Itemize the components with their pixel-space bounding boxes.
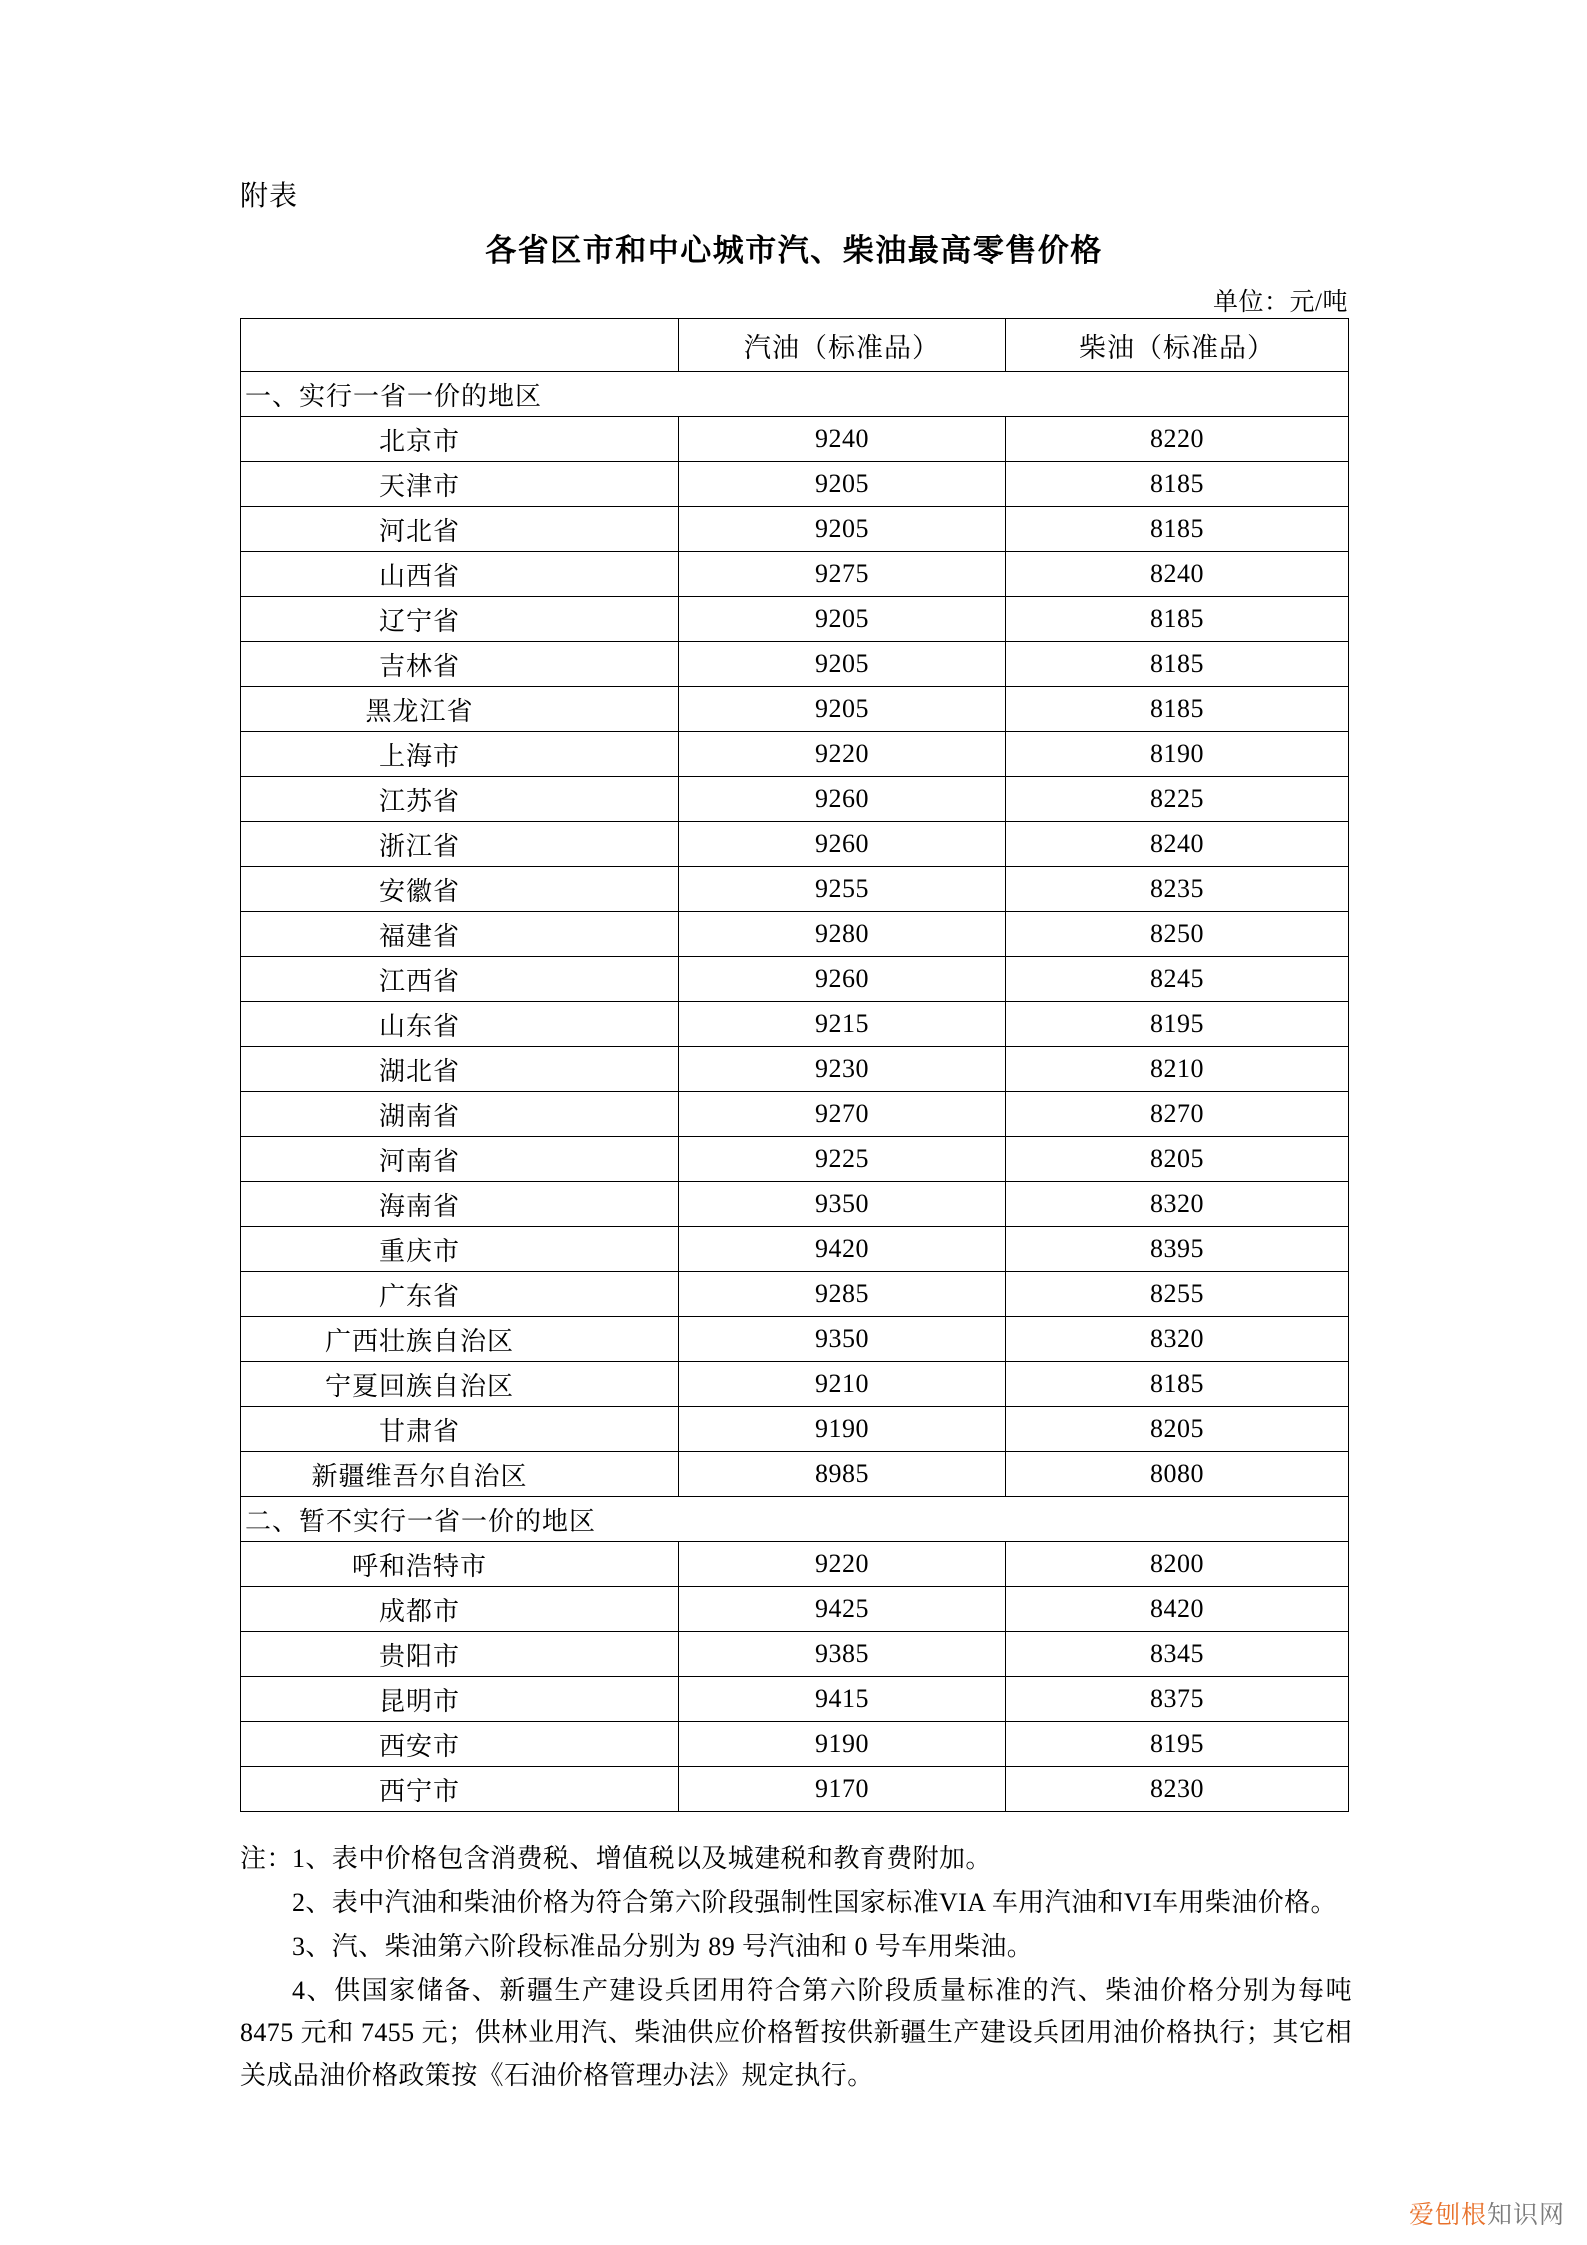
diesel-price-cell: 8185 [1006, 507, 1349, 552]
table-row [241, 552, 1349, 597]
diesel-price-cell: 8185 [1006, 1362, 1349, 1407]
diesel-price-cell: 8185 [1006, 597, 1349, 642]
gasoline-price-cell: 9240 [679, 417, 1006, 462]
table-row [241, 1002, 1349, 1047]
table-row [241, 1137, 1349, 1182]
table-row [241, 597, 1349, 642]
table-row [241, 462, 1349, 507]
price-table-body [241, 319, 1349, 1812]
diesel-price-cell: 8185 [1006, 642, 1349, 687]
table-row [241, 1092, 1349, 1137]
price-table-container [240, 318, 1348, 1812]
gasoline-price-cell: 9350 [679, 1182, 1006, 1227]
diesel-price-cell: 8195 [1006, 1002, 1349, 1047]
gasoline-price-cell: 8985 [679, 1452, 1006, 1497]
table-row [241, 1362, 1349, 1407]
table-header-row [241, 319, 1349, 372]
region-name-cell: 安徽省 [241, 867, 679, 912]
region-name-cell: 重庆市 [241, 1227, 679, 1272]
note-text: 1、表中价格包含消费税、增值税以及城建税和教育费附加。 [292, 1844, 992, 1873]
region-name-cell: 天津市 [241, 462, 679, 507]
gasoline-price-cell: 9420 [679, 1227, 1006, 1272]
region-name-cell: 福建省 [241, 912, 679, 957]
column-header-gasoline: 汽油（标准品） [679, 319, 1006, 372]
table-row [241, 777, 1349, 822]
gasoline-price-cell: 9215 [679, 1002, 1006, 1047]
note-item [240, 1970, 1352, 2096]
region-name-cell: 西安市 [241, 1722, 679, 1767]
watermark-brand: 爱刨根 [1408, 2201, 1487, 2229]
table-row [241, 867, 1349, 912]
gasoline-price-cell: 9190 [679, 1407, 1006, 1452]
note-item [240, 1926, 1352, 1968]
table-row [241, 1452, 1349, 1497]
region-name-cell: 广东省 [241, 1272, 679, 1317]
region-name-cell: 西宁市 [241, 1767, 679, 1812]
gasoline-price-cell: 9220 [679, 732, 1006, 777]
gasoline-price-cell: 9425 [679, 1587, 1006, 1632]
region-name-cell: 浙江省 [241, 822, 679, 867]
region-name-cell: 山东省 [241, 1002, 679, 1047]
region-name-cell: 新疆维吾尔自治区 [241, 1452, 679, 1497]
diesel-price-cell: 8185 [1006, 687, 1349, 732]
region-name-cell: 呼和浩特市 [241, 1542, 679, 1587]
table-row [241, 1047, 1349, 1092]
diesel-price-cell: 8200 [1006, 1542, 1349, 1587]
region-name-cell: 甘肃省 [241, 1407, 679, 1452]
note-text: 4、供国家储备、新疆生产建设兵团用符合第六阶段质量标准的汽、柴油价格分别为每吨 8475 元和 7455 元；供林业用汽、柴油供应价格暂按供新疆生产建设兵团用油价格执行；其它相关成品油价格政策按《石油价格管理办法》规定执行。 [240, 1976, 1352, 2090]
table-row [241, 1722, 1349, 1767]
table-section-row [241, 372, 1349, 417]
gasoline-price-cell: 9260 [679, 957, 1006, 1002]
region-name-cell: 江苏省 [241, 777, 679, 822]
diesel-price-cell: 8395 [1006, 1227, 1349, 1272]
gasoline-price-cell: 9170 [679, 1767, 1006, 1812]
diesel-price-cell: 8345 [1006, 1632, 1349, 1677]
diesel-price-cell: 8235 [1006, 867, 1349, 912]
diesel-price-cell: 8255 [1006, 1272, 1349, 1317]
region-name-cell: 海南省 [241, 1182, 679, 1227]
diesel-price-cell: 8225 [1006, 777, 1349, 822]
diesel-price-cell: 8240 [1006, 822, 1349, 867]
unit-note: 单位：元/吨 [1213, 289, 1348, 316]
diesel-price-cell: 8320 [1006, 1317, 1349, 1362]
region-name-cell: 河北省 [241, 507, 679, 552]
region-name-cell: 吉林省 [241, 642, 679, 687]
table-row [241, 732, 1349, 777]
note-text: 2、表中汽油和柴油价格为符合第六阶段强制性国家标准VIA 车用汽油和VI车用柴油价格。 [292, 1888, 1337, 1918]
diesel-price-cell: 8185 [1006, 462, 1349, 507]
gasoline-price-cell: 9385 [679, 1632, 1006, 1677]
gasoline-price-cell: 9285 [679, 1272, 1006, 1317]
gasoline-price-cell: 9205 [679, 462, 1006, 507]
gasoline-price-cell: 9205 [679, 642, 1006, 687]
table-row [241, 912, 1349, 957]
column-header-diesel: 柴油（标准品） [1006, 319, 1349, 372]
table-row [241, 1227, 1349, 1272]
region-name-cell: 江西省 [241, 957, 679, 1002]
diesel-price-cell: 8250 [1006, 912, 1349, 957]
gasoline-price-cell: 9210 [679, 1362, 1006, 1407]
region-name-cell: 上海市 [241, 732, 679, 777]
table-section-row [241, 1497, 1349, 1542]
diesel-price-cell: 8205 [1006, 1407, 1349, 1452]
table-row [241, 1407, 1349, 1452]
section-heading: 二、暂不实行一省一价的地区 [241, 1497, 1349, 1542]
diesel-price-cell: 8195 [1006, 1722, 1349, 1767]
diesel-price-cell: 8375 [1006, 1677, 1349, 1722]
watermark-suffix: 知识网 [1486, 2201, 1565, 2229]
diesel-price-cell: 8420 [1006, 1587, 1349, 1632]
diesel-price-cell: 8245 [1006, 957, 1349, 1002]
table-row [241, 417, 1349, 462]
region-name-cell: 昆明市 [241, 1677, 679, 1722]
region-name-cell: 山西省 [241, 552, 679, 597]
diesel-price-cell: 8190 [1006, 732, 1349, 777]
note-item [240, 1882, 1352, 1924]
section-heading: 一、实行一省一价的地区 [241, 372, 1349, 417]
region-name-cell: 成都市 [241, 1587, 679, 1632]
table-row [241, 1542, 1349, 1587]
note-item [240, 1838, 1352, 1880]
diesel-price-cell: 8210 [1006, 1047, 1349, 1092]
region-name-cell: 黑龙江省 [241, 687, 679, 732]
gasoline-price-cell: 9280 [679, 912, 1006, 957]
gasoline-price-cell: 9205 [679, 507, 1006, 552]
region-name-cell: 湖北省 [241, 1047, 679, 1092]
gasoline-price-cell: 9230 [679, 1047, 1006, 1092]
region-name-cell: 辽宁省 [241, 597, 679, 642]
watermark [1409, 2195, 1565, 2231]
gasoline-price-cell: 9220 [679, 1542, 1006, 1587]
table-row [241, 1767, 1349, 1812]
region-name-cell: 河南省 [241, 1137, 679, 1182]
table-row [241, 957, 1349, 1002]
notes-block [240, 1838, 1352, 2099]
diesel-price-cell: 8270 [1006, 1092, 1349, 1137]
region-name-cell: 宁夏回族自治区 [241, 1362, 679, 1407]
gasoline-price-cell: 9350 [679, 1317, 1006, 1362]
price-table [240, 318, 1349, 1812]
gasoline-price-cell: 9270 [679, 1092, 1006, 1137]
gasoline-price-cell: 9260 [679, 777, 1006, 822]
gasoline-price-cell: 9225 [679, 1137, 1006, 1182]
note-text: 3、汽、柴油第六阶段标准品分别为 89 号汽油和 0 号车用柴油。 [292, 1932, 1034, 1962]
table-row [241, 822, 1349, 867]
diesel-price-cell: 8320 [1006, 1182, 1349, 1227]
diesel-price-cell: 8240 [1006, 552, 1349, 597]
diesel-price-cell: 8220 [1006, 417, 1349, 462]
diesel-price-cell: 8230 [1006, 1767, 1349, 1812]
region-name-cell: 北京市 [241, 417, 679, 462]
table-row [241, 1317, 1349, 1362]
page-title: 各省区市和中心城市汽、柴油最高零售价格 [485, 233, 1103, 268]
table-row [241, 1587, 1349, 1632]
notes-prefix: 注： [240, 1844, 293, 1873]
column-header-region [241, 319, 679, 372]
table-row [241, 507, 1349, 552]
gasoline-price-cell: 9255 [679, 867, 1006, 912]
gasoline-price-cell: 9415 [679, 1677, 1006, 1722]
gasoline-price-cell: 9205 [679, 597, 1006, 642]
table-row [241, 1272, 1349, 1317]
region-name-cell: 广西壮族自治区 [241, 1317, 679, 1362]
region-name-cell: 贵阳市 [241, 1632, 679, 1677]
gasoline-price-cell: 9190 [679, 1722, 1006, 1767]
table-row [241, 642, 1349, 687]
gasoline-price-cell: 9205 [679, 687, 1006, 732]
table-row [241, 1677, 1349, 1722]
table-row [241, 1632, 1349, 1677]
gasoline-price-cell: 9275 [679, 552, 1006, 597]
gasoline-price-cell: 9260 [679, 822, 1006, 867]
region-name-cell: 湖南省 [241, 1092, 679, 1137]
table-row [241, 687, 1349, 732]
attachment-label: 附表 [240, 181, 299, 212]
table-row [241, 1182, 1349, 1227]
diesel-price-cell: 8205 [1006, 1137, 1349, 1182]
diesel-price-cell: 8080 [1006, 1452, 1349, 1497]
